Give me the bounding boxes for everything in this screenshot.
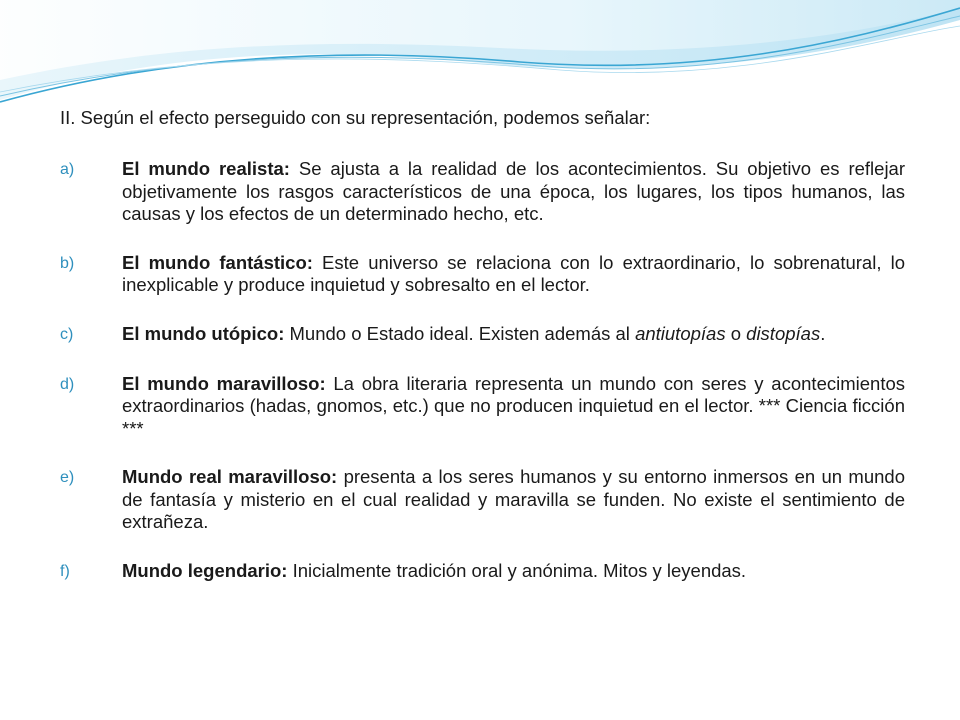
list-marker: c) [60,325,74,343]
term-real-maravilloso: Mundo real maravilloso: [122,466,338,487]
definition-text: o [725,322,747,344]
term-realista: El mundo realista: [122,158,290,179]
italic-term-antiutopias: antiutopías [635,322,726,344]
term-maravilloso: El mundo maravilloso: [122,372,326,394]
list-item-b [60,252,905,297]
list-item-text [122,252,905,297]
list-marker: e) [60,469,75,486]
term-utopico: El mundo utópico: [122,322,285,344]
list-item-c [60,323,905,347]
list-item-a [60,158,905,226]
term-legendario: Mundo legendario: [122,559,288,581]
list-item-e [60,466,905,534]
definition-text: Este universo se relaciona con lo extraordinario, lo sobrenatural, lo inexplicable y produce inquietud y sobresalto en el lector. [122,251,905,295]
list-item-f [60,560,905,584]
list-marker: d) [60,375,75,393]
list-item-text [122,323,905,346]
definition-text: Se ajusta a la realidad de los acontecimientos. Su objetivo es reflejar objetivamente los rasgos característicos de una época, los lugares, los tipos humanos, las causas y los efectos de un determinado hecho, etc. [122,158,906,224]
definition-text: . [820,322,826,344]
list-item-text [122,466,905,534]
term-fantastico: El mundo fantástico: [122,251,313,273]
definition-text: presenta a los seres humanos y su entorno inmersos en un mundo de fantasía y misterio en el cual realidad y maravilla se funden. No existe el sentimiento de extrañeza. [122,466,905,532]
intro-heading: II. Según el efecto perseguido con su representación, podemos señalar: [60,107,651,128]
definition-text: La obra literaria representa un mundo con seres y acontecimientos extraordinarios (hadas, gnomos, etc.) que no producen inquietud en el lector. *** Ciencia ficción *** [122,372,905,439]
list-marker: f) [60,562,70,580]
list-item-d [60,373,905,441]
decorative-wave-header [0,0,960,120]
list-item-text [122,373,905,441]
list-item-text [122,560,905,583]
list-item-text [122,158,905,226]
italic-term-distopias: distopías [746,322,821,344]
list-marker: a) [60,161,75,178]
definition-text: Inicialmente tradición oral y anónima. Mitos y leyendas. [287,559,747,581]
list-marker: b) [60,254,75,272]
slide-content [60,106,905,610]
definition-text: Mundo o Estado ideal. Existen además al [284,322,636,344]
